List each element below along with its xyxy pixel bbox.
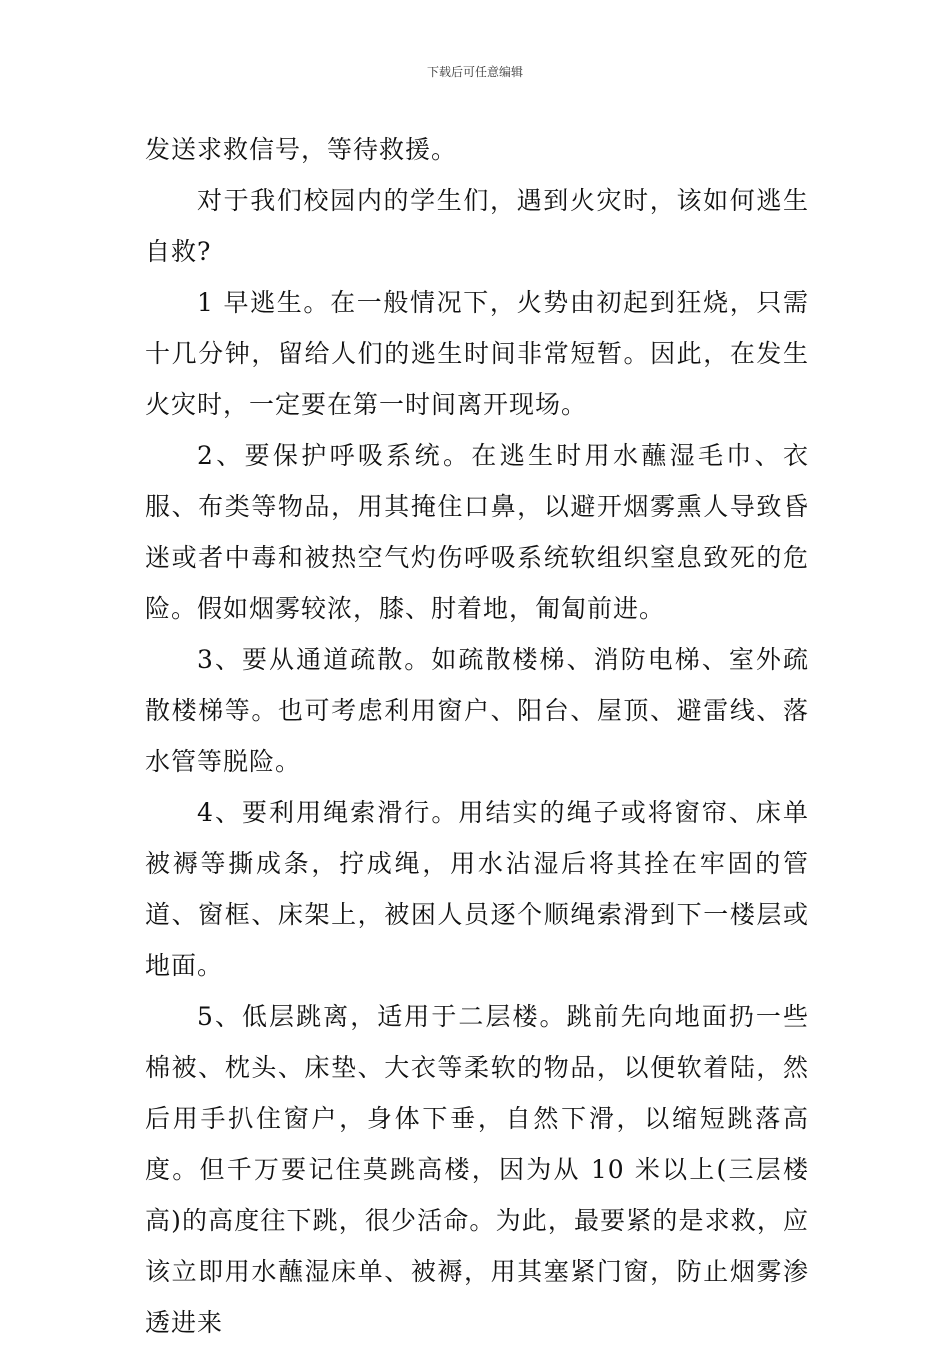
paragraph-continuation: 发送求救信号，等待救援。 [145,135,458,164]
paragraph-item-2: 2、要保护呼吸系统。在逃生时用水蘸湿毛巾、衣服、布类等物品，用其掩住口鼻，以避开烟雾熏人导致昏迷或者中毒和被热空气灼伤呼吸系统软组织窒息致死的危险。假如烟雾较浓，膝、肘着地，匍匐前进。 [145,441,809,623]
paragraph-item-4: 4、要利用绳索滑行。用结实的绳子或将窗帘、床单被褥等撕成条，拧成绳，用水沾湿后将其拴在牢固的管道、窗框、床架上，被困人员逐个顺绳索滑到下一楼层或地面。 [145,798,809,980]
page-header-note: 下载后可任意编辑 [426,65,523,79]
paragraph-item-3: 3、要从通道疏散。如疏散楼梯、消防电梯、室外疏散楼梯等。也可考虑利用窗户、阳台、屋顶、避雷线、落水管等脱险。 [145,645,809,776]
paragraph-item-5: 5、低层跳离，适用于二层楼。跳前先向地面扔一些棉被、枕头、床垫、大衣等柔软的物品，以便软着陆，然后用手扒住窗户，身体下垂，自然下滑，以缩短跳落高度。但千万要记住莫跳高楼，因为从 10 米以上(三层楼高)的高度往下跳，很少活命。为此，最要紧的是求救，应该立即用水蘸湿床单、被褥，用其塞紧门窗，防止烟雾渗透进来 [145,1002,809,1337]
paragraph-question: 对于我们校园内的学生们，遇到火灾时，该如何逃生自救? [145,186,809,266]
paragraph-item-1: 1 早逃生。在一般情况下，火势由初起到狂烧，只需十几分钟，留给人们的逃生时间非常短暂。因此，在发生火灾时，一定要在第一时间离开现场。 [145,288,809,419]
document-body [145,124,809,1348]
